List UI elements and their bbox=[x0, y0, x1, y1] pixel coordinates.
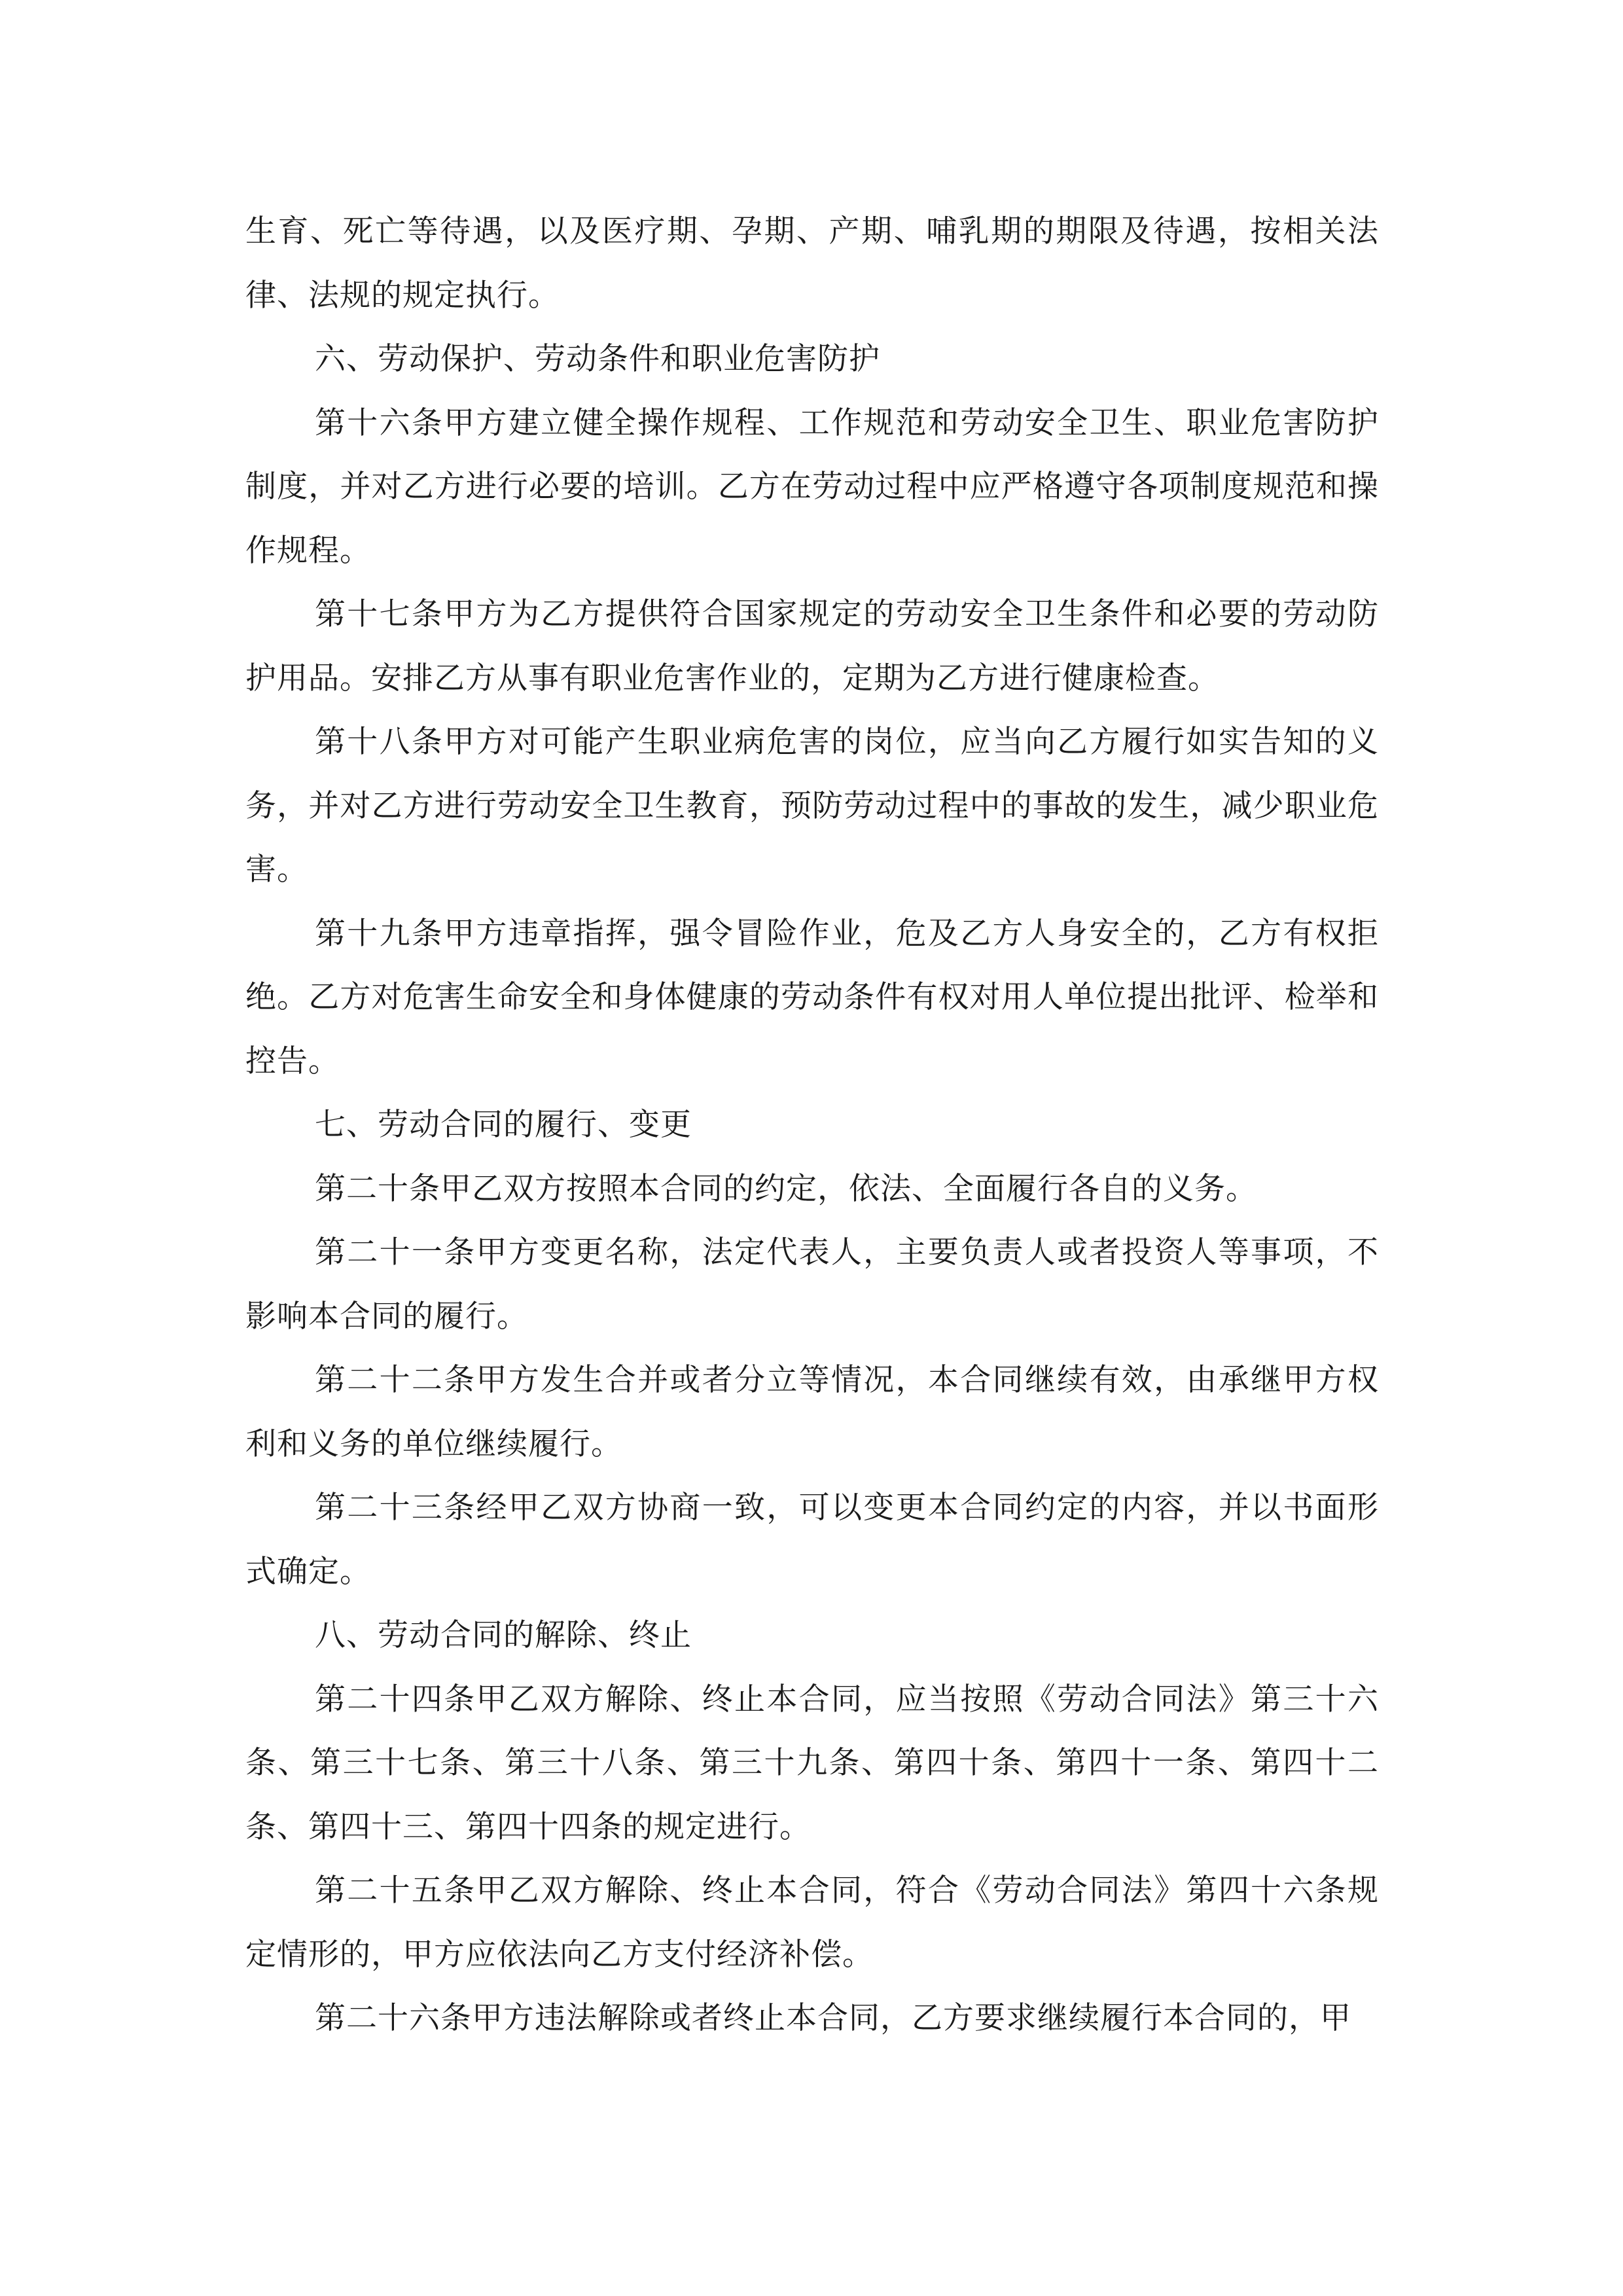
article-17: 第十七条甲方为乙方提供符合国家规定的劳动安全卫生条件和必要的劳动防护用品。安排乙方从事有职业危害作业的，定期为乙方进行健康检查。 bbox=[245, 596, 1379, 696]
article-23: 第二十三条经甲乙双方协商一致，可以变更本合同约定的内容，并以书面形式确定。 bbox=[245, 1490, 1379, 1590]
article-19: 第十九条甲方违章指挥，强令冒险作业，危及乙方人身安全的，乙方有权拒绝。乙方对危害生命安全和身体健康的劳动条件有权对用人单位提出批评、检举和控告。 bbox=[245, 915, 1379, 1079]
section-heading-8: 八、劳动合同的解除、终止 bbox=[315, 1617, 692, 1653]
article-25: 第二十五条甲乙双方解除、终止本合同，符合《劳动合同法》第四十六条规定情形的，甲方应依法向乙方支付经济补偿。 bbox=[245, 1873, 1379, 1973]
article-24: 第二十四条甲乙双方解除、终止本合同，应当按照《劳动合同法》第三十六条、第三十七条、第三十八条、第三十九条、第四十条、第四十一条、第四十二条、第四十三、第四十四条的规定进行。 bbox=[245, 1681, 1379, 1845]
section-heading-7: 七、劳动合同的履行、变更 bbox=[315, 1107, 692, 1143]
article-16: 第十六条甲方建立健全操作规程、工作规范和劳动安全卫生、职业危害防护制度，并对乙方进行必要的培训。乙方在劳动过程中应严格遵守各项制度规范和操作规程。 bbox=[245, 404, 1379, 569]
document-body bbox=[245, 200, 1379, 2051]
article-22: 第二十二条甲方发生合并或者分立等情况，本合同继续有效，由承继甲方权利和义务的单位继续履行。 bbox=[245, 1362, 1379, 1462]
paragraph-continuation: 生育、死亡等待遇，以及医疗期、孕期、产期、哺乳期的期限及待遇，按相关法律、法规的规定执行。 bbox=[245, 213, 1379, 314]
article-18: 第十八条甲方对可能产生职业病危害的岗位，应当向乙方履行如实告知的义务，并对乙方进行劳动安全卫生教育，预防劳动过程中的事故的发生，减少职业危害。 bbox=[245, 724, 1379, 888]
article-21: 第二十一条甲方变更名称，法定代表人，主要负责人或者投资人等事项，不影响本合同的履行。 bbox=[245, 1234, 1379, 1335]
article-20: 第二十条甲乙双方按照本合同的约定，依法、全面履行各自的义务。 bbox=[315, 1170, 1257, 1207]
article-26: 第二十六条甲方违法解除或者终止本合同，乙方要求继续履行本合同的，甲 bbox=[315, 2000, 1351, 2036]
section-heading-6: 六、劳动保护、劳动条件和职业危害防护 bbox=[315, 341, 880, 377]
